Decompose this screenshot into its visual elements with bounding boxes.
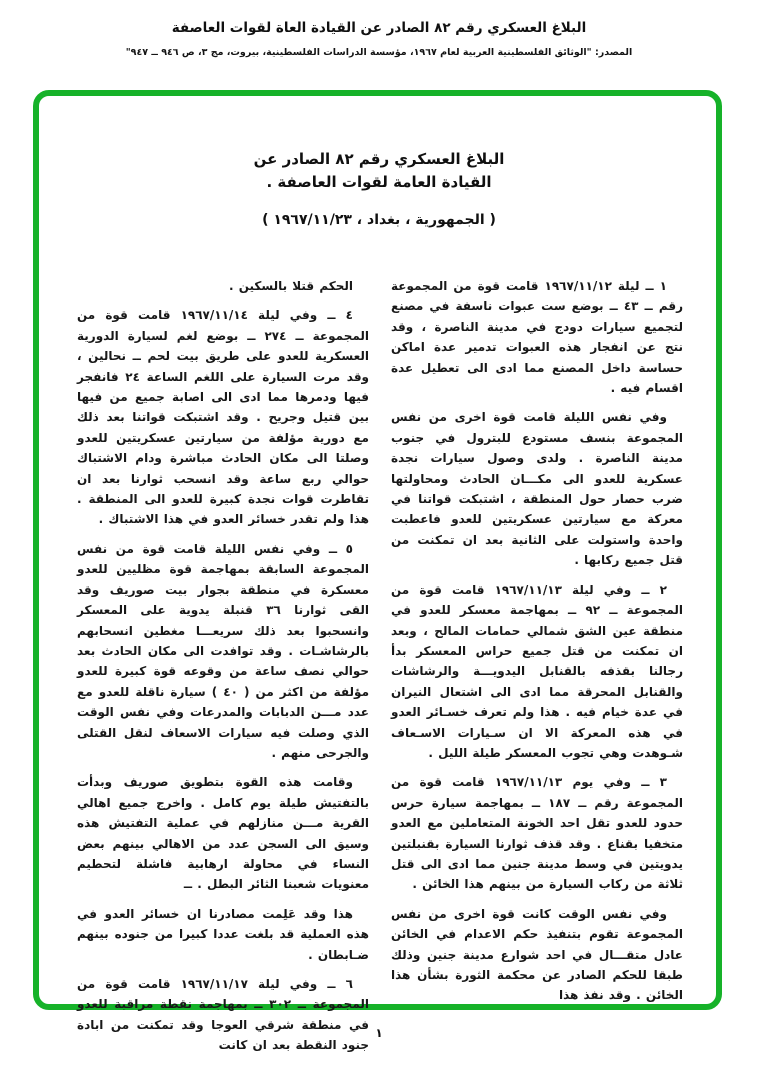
paragraph: هذا وقد عَلِمت مصادرنا ان خسائر العدو في هذه العملية قد بلغت عددا كبيرا من جنوده بينهم ضـابطان . <box>77 906 369 962</box>
paragraph: وفي نفس الليلة قامت قوة اخرى من نفس المجموعة بنسف مستودع للبترول في جنوب مدينة الناصرة . ولدى وصول سيارات نجدة عسكرية للعدو الى مكـــان الحادث ومحاولتها ضرب حصار حول المنطقة ، اشتبكت قواتنا في معركة مع سيارتين عسكريتين للعدو فاعطبت واحدة واستولت على الثانية بعد ان تمكنت من قتل جميع ركابها . <box>391 410 683 568</box>
paragraph: ٦ ــ وفي ليلة ١٩٦٧/١١/١٧ قامت قوة من المجموعة ــ ٣٠٢ ــ بمهاجمة نقطة مراقبة للعدو في منطقة شرقي العوجا وقد تمكنت من ابادة جنود النقطة بعد ان كانت <box>77 977 369 1053</box>
communique-dateline: ( الجمهورية ، بغداد ، ١٩٦٧/١١/٢٣ ) <box>262 212 496 228</box>
paragraph: ١ ــ ليلة ١٩٦٧/١١/١٢ قامت قوة من المجموعة رقم ــ ٤٣ ــ بوضع ست عبوات ناسفة في مصنع لتجميع سيارات دودج في مدينة الناصرة ، وقد نتج عن انفجار هذه العبوات تدمير عدة اماكن حساسة داخل المصنع مما ادى الى تعطيل عدة اقسام فيه . <box>391 279 684 396</box>
two-column-text-body <box>77 276 683 1065</box>
paragraph: ٣ ــ وفي يوم ١٩٦٧/١١/١٣ قامت قوة من المجموعة رقم ــ ١٨٧ ــ بمهاجمة سيارة حرس حدود للعدو تقل احد الخونة المتعاملين مع العدو متخفيا بقناع . وقد قذف ثوارنا السيارة بقنبلتين يدويتين في وسط مدينة جنين مما ادى الى قتل ثلاثة من ركاب السيارة من بينهم هذا الخائن . <box>391 775 683 892</box>
communique-title-line1: البلاغ العسكري رقم ٨٢ الصادر عن <box>253 150 505 168</box>
paragraph: وقامت هذه القوة بتطويق صوريف وبدأت بالتفتيش طيلة يوم كامل . واخرج جميع اهالي القرية مـــن منازلهم في عملية التفتيش هذه وسيق الى السجن عدد من الاهالي بينهم بعض النساء في محاولة ارهابية فاشلة لتحطيم معنويات شعبنا الثائر البطل . ــ <box>77 775 369 892</box>
communique-title-line2: القيادة العامة لقوات العاصفة . <box>266 173 492 191</box>
header-source-citation: المصدر: "الوثائق الفلسطينية العربية لعام ١٩٦٧، مؤسسة الدراسات الفلسطينية، بيروت، مج ٣، ص ٩٤٦ ــ ٩٤٧" <box>125 47 633 58</box>
page-number: ١ <box>375 1026 383 1040</box>
paragraph: ٤ ــ وفي ليلة ١٩٦٧/١١/١٤ قامت قوة من المجموعة ــ ٢٧٤ ــ بوضع لغم لسيارة الدورية العسكرية للعدو على طريق بيت لحم ــ نحالين ، وقد مرت السيارة على اللغم الساعة ٢٤ فانفجر فيها ودمرها مما ادى الى اصابة جميع من فيها بين قتيل وجريح . وقد اشتبكت قواتنا بعد ذلك مع دورية مؤلفة من سيارتين عسكريتين للعدو وصلتا الى مكان الحادث مباشرة ودام الاشتباك حوالي ربع ساعة وقد انسحب ثوارنا بعد ان تقاطرت قوات نجدة كبيرة للعدو الى المنطقة . هذا ولم تقدر خسائر العدو في هذا الاشتباك . <box>77 308 370 527</box>
text-column-left <box>77 276 369 1065</box>
text-column-right <box>391 276 683 1065</box>
paragraph: وفي نفس الوقت كانت قوة اخرى من نفس المجموعة تقوم بتنفيذ حكم الاعدام في الخائن عادل متقـــال في احد شوارع مدينة جنين وذلك طبقا للحكم الصادر عن محكمة الثورة بشأن هذا الخائن . وقد نفذ هذا <box>391 906 683 1003</box>
communique-title <box>0 148 758 194</box>
header-title: البلاغ العسكري رقم ٨٢ الصادر عن القيادة العاة لقوات العاصفة <box>171 20 587 36</box>
page-header <box>0 20 758 58</box>
paragraph: ٢ ــ وفي ليلة ١٩٦٧/١١/١٣ قامت قوة من المجموعة ــ ٩٢ ــ بمهاجمة معسكر للعدو في منطقة عين الشق شمالي حمامات المالح ، وبعد ان تمكنت من قتل جميع حراس المعسكر بدأ رجالنا بقذفه بالقنابل اليدويـــة والرشاشات والقنابل المحرقة مما ادى الى اشتعال النيران في عدة خيام فيه . هذا ولم تعرف خسـائر العدو في هذه المعركة الا ان سـيارات الاسـعاف شـوهدت وهي تجوب المعسكر طيلة الليل . <box>391 582 683 760</box>
paragraph: الحكم قتلا بالسكين . <box>228 279 353 293</box>
paragraph: ٥ ــ وفي نفس الليلة قامت قوة من نفس المجموعة السابقة بمهاجمة قوة مظليين للعدو معسكرة في منطقة بجوار بيت صوريف وقد القى ثوارنا ٣٦ قنبلة يدوية على المعسكر وانسحبوا بعد ذلك سريعـــا مغطين انسحابهم بالرشاشـات . وقد توافدت الى مكان الحادث بعد حوالي نصف ساعة من وقوعه قوة كبيرة للعدو مؤلفة من اكثر من ( ٤٠ ) سيارة ناقلة للعدو مع عدد مـــن الدبابات والمدرعات وفي نفس الوقت الذي وصلت فيه سيارات الاسعاف لنقل القتلى والجرحى منهم . <box>77 541 369 760</box>
